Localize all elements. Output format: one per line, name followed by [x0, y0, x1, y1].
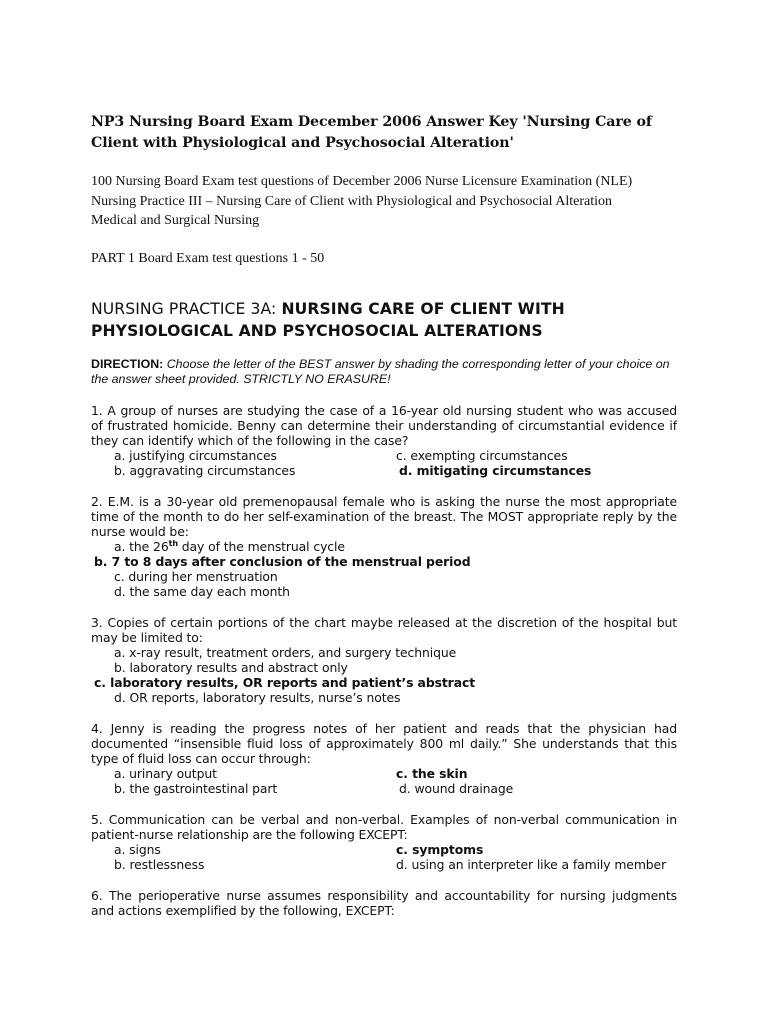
intro-line-1: 100 Nursing Board Exam test questions of December 2006 Nurse Licensure Examination (NLE) — [91, 174, 633, 189]
option-row — [91, 463, 677, 478]
question-2 — [91, 494, 677, 599]
option-b: b. the gastrointestinal part — [114, 781, 278, 796]
option-b: b. aggravating circumstances — [114, 463, 296, 478]
section-heading-prefix: NURSING PRACTICE 3A: — [91, 300, 282, 318]
option-a-text-end: day of the menstrual cycle — [177, 539, 345, 554]
intro-line-2: Nursing Practice III – Nursing Care of Client with Physiological and Psychosocial Alteration — [91, 193, 613, 209]
option-d: d. OR reports, laboratory results, nurse’s notes — [114, 690, 401, 705]
part-label: PART 1 Board Exam test questions 1 - 50 — [91, 250, 325, 266]
option-d: d. the same day each month — [114, 584, 290, 599]
option-c: c. exempting circumstances — [396, 448, 568, 463]
option-c-correct-answer: c. laboratory results, OR reports and patient’s abstract — [94, 675, 476, 690]
option-d: d. using an interpreter like a family member — [396, 857, 667, 872]
section-heading — [91, 298, 677, 342]
option-row — [91, 448, 677, 463]
option-a: a. x-ray result, treatment orders, and surgery technique — [114, 645, 457, 660]
option-a: a. urinary output — [114, 766, 217, 781]
option-c: c. during her menstruation — [114, 569, 278, 584]
intro-paragraph — [91, 172, 677, 231]
option-a-text: a. the 26 — [114, 539, 169, 554]
option-row — [91, 781, 677, 796]
question-text: 3. Copies of certain portions of the chart maybe released at the discretion of the hospital but may be limited to: — [91, 615, 677, 645]
question-text: 6. The perioperative nurse assumes responsibility and accountability for nursing judgments and actions exemplified by the following, EXCEPT: — [91, 888, 677, 918]
option-row — [91, 842, 677, 857]
direction-paragraph — [91, 357, 677, 387]
option-a-superscript: th — [168, 538, 178, 548]
document-title: NP3 Nursing Board Exam December 2006 Answer Key 'Nursing Care of Client with Physiological and Psychosocial Alteration' — [91, 114, 652, 151]
direction-label: DIRECTION: — [91, 357, 164, 371]
option-row — [91, 857, 677, 872]
option-a: a. signs — [114, 842, 161, 857]
document-page — [91, 112, 677, 918]
option-d: d. wound drainage — [399, 781, 514, 796]
option-c-correct-answer: c. symptoms — [396, 842, 484, 857]
question-5 — [91, 812, 677, 872]
option-a: a. justifying circumstances — [114, 448, 277, 463]
question-4 — [91, 721, 677, 796]
option-d-correct-answer: d. mitigating circumstances — [399, 463, 592, 478]
question-text: 1. A group of nurses are studying the case of a 16-year old nursing student who was accused of frustrated homicide. Benny can determine their understanding of circumstantial evidence if they can identify which of the following in the case? — [91, 403, 677, 448]
question-3 — [91, 615, 677, 705]
option-b-correct-answer: b. 7 to 8 days after conclusion of the menstrual period — [94, 554, 471, 569]
question-1 — [91, 403, 677, 478]
option-c-correct-answer: c. the skin — [396, 766, 468, 781]
option-b: b. restlessness — [114, 857, 205, 872]
question-text: 4. Jenny is reading the progress notes of her patient and reads that the physician had documented “insensible fluid loss of approximately 800 ml daily.” She understands that this type of fluid loss can occur through: — [91, 721, 677, 766]
option-a — [91, 539, 677, 554]
question-text: 5. Communication can be verbal and non-verbal. Examples of non-verbal communication in patient-nurse relationship are the following EXCEPT: — [91, 812, 677, 842]
question-text: 2. E.M. is a 30-year old premenopausal female who is asking the nurse the most appropriate time of the month to do her self-examination of the breast. The MOST appropriate reply by the nurse would be: — [91, 494, 677, 539]
option-b: b. laboratory results and abstract only — [114, 660, 348, 675]
direction-text: Choose the letter of the BEST answer by shading the corresponding letter of your choice on the answer sheet provided. STRICTLY NO ERASURE! — [91, 357, 670, 386]
option-row — [91, 766, 677, 781]
question-6 — [91, 888, 677, 918]
intro-line-3: Medical and Surgical Nursing — [91, 213, 260, 228]
section-heading-title: NURSING CARE OF CLIENT WITH PHYSIOLOGICAL AND PSYCHOSOCIAL ALTERATIONS — [91, 300, 565, 340]
